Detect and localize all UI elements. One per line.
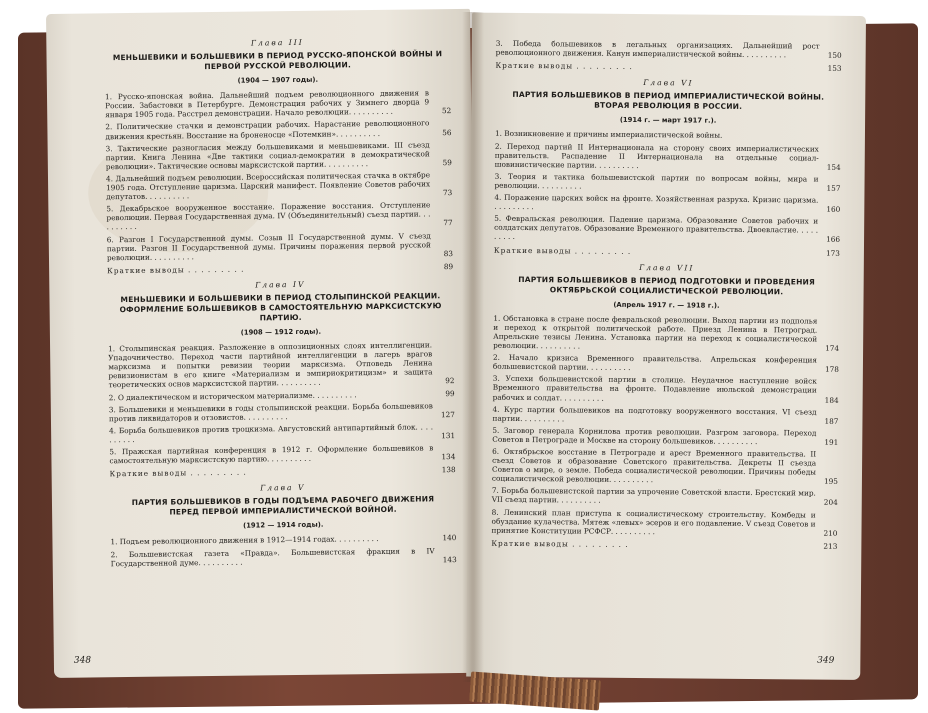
toc-entry-page: 204 [823, 498, 838, 508]
toc-entry [109, 401, 455, 423]
chapter-title: ПАРТИЯ БОЛЬШЕВИКОВ В ГОДЫ ПОДЪЕМА РАБОЧЕГО ДВИЖЕНИЯ ПЕРЕД ПЕРВОЙ ИМПЕРИАЛИСТИЧЕСКОЙ ВОЙНОЙ. [131, 494, 435, 517]
toc-entry-text: 3. Успехи большевистской партии в столице. Неудачное наступление войск Временного правительства на фронте. Подавление июльской демонстрации рабочих и солдат. . . . . . . . . . [492, 374, 817, 403]
toc-entry [492, 447, 838, 486]
toc-entry-text: 7. Борьба большевистской партии за упрочение Советской власти. Брестский мир. VII съезд партии. . . . . . . . . . [491, 486, 816, 506]
chapter-6 [494, 77, 842, 257]
toc-entry-page: 52 [441, 106, 452, 116]
toc-entry [492, 486, 838, 507]
summary-page: 138 [441, 465, 456, 475]
toc-entry [492, 404, 838, 425]
toc-entry-text: 3. Большевики и меньшевики в годы столыпинской реакции. Борьба большевиков против ликвидаторов и отзовистов. . . . . . . . . . [108, 400, 433, 423]
toc-entry-text: 4. Борьба большевиков против троцкизма. Августовский антипартийный блок. . . . . . . . . . [109, 422, 434, 445]
chapter-period: (1914 г. — март 1917 г.). [619, 116, 717, 126]
toc-entry-page: 157 [826, 183, 841, 193]
toc-entry [106, 140, 452, 172]
chapter-label: Глава IV [255, 279, 306, 290]
toc-entry [106, 200, 452, 232]
toc-entry-page: 127 [440, 409, 455, 419]
summary-page: 153 [827, 63, 842, 73]
toc-entry-text: 5. Заговор генерала Корнилова против революции. Разгром заговора. Переход Советов в Петрограде и Москве на сторону большевиков. . . . . . . . . . [492, 425, 817, 446]
toc-entry-text: 1. Возникновение и причины империалистической войны. [494, 129, 723, 141]
toc-entry-text: 2. О диалектическом и историческом материализме. . . . . . . . . . [108, 389, 357, 402]
toc-entry-text: 1. Обстановка в стране после февральской революции. Выход партии из подполья и переход к открытой политической работе. Приезд Ленина в Петроград. Апрельские тезисы Ленина. Установка партии на переход к социалистической революции. . . . . . . . . . [493, 313, 818, 351]
toc-entry-text: 2. Переход партий II Интернационала на сторону своих империалистических правительств. Распадение II Интернационала на отдельные социал-шовинистические партии. . . . . . . . . . [494, 141, 819, 170]
chapter-4 [107, 278, 455, 479]
toc-entry [105, 88, 451, 120]
toc-entry-text: 2. Большевистская газета «Правда». Большевистская фракция в IV Государственной думе. . . . . . . . . . [110, 545, 435, 568]
chapter-7 [491, 261, 839, 550]
toc-entry-text: 6. Октябрьское восстание в Петрограде и арест Временного правительства. II съезд Советов и образование Советского правительства. Декреты II съезда Советов о мире, о земле. Победа социалистической революции. Причины победы социалистической революции. . . . . . . . . . [491, 446, 817, 485]
toc-entry-text: 1. Столыпинская реакция. Разложение в оппозиционных слоях интеллигенции. Упадочничество. Переход части партийной интеллигенции в лагерь врагов марксизма и попытки ревизии теории марксизма. Отповедь Ленина ревизионистам в его книге «Материализм и эмпириокритицизм» и защита теоретических основ марксистской партии. . . . . . . . . . [108, 340, 433, 390]
toc-entry-text: 4. Курс партии большевиков на подготовку вооруженного восстания. VI съезд партии. . . . . . . . . . [492, 404, 817, 424]
toc-entry-page: 92 [445, 376, 455, 386]
toc-entry [491, 507, 837, 537]
chapter-5 [110, 481, 457, 568]
toc-entry-text: 2. Политические стачки и демонстрации рабочих. Нарастание революционного движения крестьян. Восстание на броненосце «Потемкин». . . . . . . . . . [105, 118, 430, 141]
page-number: 349 [817, 655, 835, 666]
toc-entry [493, 353, 839, 374]
chapter-label: Глава VI [643, 78, 694, 88]
toc-entry-page: 174 [825, 343, 840, 353]
toc-entry [492, 426, 838, 447]
toc-entry-text: 3. Победа большевиков в легальных организациях. Дальнейший рост революционного движения. Канун империалистической войны. . . . . . . . . . [495, 38, 820, 60]
toc-entry-page: 184 [824, 395, 839, 405]
toc-entry [109, 389, 455, 402]
chapter-period: (1912 — 1914 годы). [243, 521, 324, 531]
right-page-content [491, 37, 841, 557]
toc-entry-page: 187 [824, 416, 839, 426]
toc-entry-text: 4. Поражение царских войск на фронте. Хозяйственная разруха. Кризис царизма. . . . . . . . . . [494, 192, 819, 212]
summary-text: Краткие выводы . . . . . . . . . [109, 467, 247, 479]
toc-entry-page: 134 [441, 452, 456, 462]
toc-entry [495, 141, 841, 171]
toc-entry [494, 214, 840, 244]
toc-entry [108, 340, 455, 390]
toc-entry-page: 195 [823, 476, 838, 487]
toc-entry [106, 170, 452, 202]
toc-entry-page: 73 [442, 188, 453, 198]
chapter-summary [110, 465, 456, 478]
toc-entry-text: 5. Пражская партийная конференция в 1912 г. Оформление большевиков в самостоятельную марксистскую партию. . . . . . . . . . [109, 443, 434, 466]
chapter-label: Глава VII [639, 262, 695, 273]
toc-entry-page: 83 [443, 248, 454, 258]
toc-entry [493, 374, 839, 404]
chapter-summary [107, 262, 453, 275]
chapter-title: МЕНЬШЕВИКИ И БОЛЬШЕВИКИ В ПЕРИОД СТОЛЫПИНСКОЙ РЕАКЦИИ. ОФОРМЛЕНИЕ БОЛЬШЕВИКОВ В САМОСТОЯТЕЛЬНУЮ МАРКСИСТСКУЮ ПАРТИЮ. [119, 291, 442, 323]
toc-entry-text: 3. Тактические разногласия между большевиками и меньшевиками. III съезд партии. Книга Ленина «Две тактики социал-демократии в демократической революции». Тактические основы марксистской партии. . . . . . . . . . [105, 139, 430, 172]
summary-page: 89 [443, 261, 454, 271]
chapter-summary [494, 245, 840, 257]
toc-entry [107, 231, 453, 263]
toc-entry-page: 131 [441, 430, 456, 441]
toc-entry-page: 160 [826, 204, 841, 214]
summary-text: Краткие выводы . . . . . . . . . [493, 245, 632, 256]
summary-page: 213 [823, 541, 838, 551]
page-number: 348 [73, 655, 92, 666]
toc-entry-text: 1. Подъем революционного движения в 1912—1914 годах. . . . . . . . . . [110, 534, 379, 547]
toc-entry-page: 99 [445, 388, 455, 398]
toc-entry-page: 143 [442, 554, 457, 564]
toc-entry-page: 59 [442, 157, 452, 168]
toc-entry-text: 8. Ленинский план приступа к социалистическому строительству. Комбеды и обуздание кулачества. Мятеж «левых» эсеров и его подавление. V съезд Советов и принятие Конституции РСФСР. . . . . . . . . . [491, 507, 816, 536]
chapter-period: (1904 — 1907 годы). [237, 75, 319, 85]
chapter-label: Глава V [260, 483, 306, 493]
chapter-summary [496, 61, 842, 73]
toc-entry-text: 5. Декабрьское вооруженное восстание. Поражение восстания. Отступление революции. Первая Государственная дума. IV (Объединительный) съезд партии. . . . . . . . . . [106, 200, 431, 232]
left-page-content [104, 29, 457, 571]
left-page [46, 9, 478, 678]
toc-entry-page: 178 [824, 364, 839, 375]
toc-entry [495, 129, 841, 141]
toc-entry [105, 119, 451, 141]
toc-entry-text: 1. Русско-японская война. Дальнейший подъем революционного движения в России. Забастовки в Петербурге. Демонстрация рабочих у Зимнего дворца 9 января 1905 года. Расстрел демонстрации. Начало революции. . . . . . . . . . [104, 88, 430, 120]
toc-entry-page: 191 [824, 437, 839, 447]
chapter-title: ПАРТИЯ БОЛЬШЕВИКОВ В ПЕРИОД ИМПЕРИАЛИСТИЧЕСКОЙ ВОЙНЫ. ВТОРАЯ РЕВОЛЮЦИЯ В РОССИИ. [512, 90, 825, 112]
summary-text: Краткие выводы . . . . . . . . . [107, 264, 245, 276]
toc-entry-text: 2. Начало кризиса Временного правительства. Апрельская конференция большевистской партии. . . . . . . . . . [492, 352, 818, 373]
toc-entry [109, 443, 455, 465]
toc-entry-page: 150 [827, 50, 842, 60]
chapter-title: МЕНЬШЕВИКИ И БОЛЬШЕВИКИ В ПЕРИОД РУССКО-ЯПОНСКОЙ ВОЙНЫ И ПЕРВОЙ РУССКОЙ РЕВОЛЮЦИИ. [112, 49, 443, 72]
toc-entry-page: 166 [826, 235, 841, 245]
toc-entry-page: 77 [443, 218, 453, 228]
toc-entry [109, 422, 455, 444]
chapter-period: (Апрель 1917 г. — 1918 г.). [613, 300, 720, 310]
toc-entry-page: 56 [442, 127, 452, 137]
right-page [466, 13, 866, 680]
toc-entry [110, 533, 456, 546]
toc-entry-text: 6. Разгон I Государственной думы. Созыв II Государственной думы. V съезд партии. Разгон II Государственной думы. Причины поражения первой русской революции. . . . . . . . . . [106, 230, 431, 262]
chapter-title: ПАРТИЯ БОЛЬШЕВИКОВ В ПЕРИОД ПОДГОТОВКИ И ПРОВЕДЕНИЯ ОКТЯБРЬСКОЙ СОЦИАЛИСТИЧЕСКОЙ РЕВОЛЮЦИИ. [518, 274, 816, 296]
toc-entry-text: 3. Теория и тактика большевистской партии по вопросам войны, мира и революции. . . . . . . . . . [494, 171, 819, 191]
toc-entry-page: 154 [826, 162, 841, 172]
toc-entry [111, 546, 457, 568]
toc-entry [494, 172, 840, 193]
toc-entry [493, 314, 839, 353]
chapter-3 [104, 36, 453, 275]
toc-entry [494, 193, 840, 214]
toc-entry-text: 5. Февральская революция. Падение царизма. Образование Советов рабочих и солдатских депутатов. Образование Временного правительства. Двоевластие. . . . . . . . . . [494, 213, 819, 242]
toc-entry-text: 4. Дальнейший подъем революции. Всероссийская политическая стачка в октябре 1905 года. Отступление царизма. Царский манифест. Появление Советов рабочих депутатов. . . . . . . . . . [105, 170, 431, 202]
toc-entry-page: 210 [823, 528, 838, 538]
summary-page: 173 [825, 248, 840, 258]
chapter-period: (1908 — 1912 годы). [240, 327, 322, 337]
toc-entry [496, 39, 842, 60]
chapter-summary [491, 539, 837, 551]
summary-text: Краткие выводы . . . . . . . . . [495, 60, 633, 72]
toc-entry-page: 140 [442, 533, 457, 543]
summary-text: Краткие выводы . . . . . . . . . [491, 538, 629, 549]
chapter-label: Глава III [250, 37, 304, 48]
